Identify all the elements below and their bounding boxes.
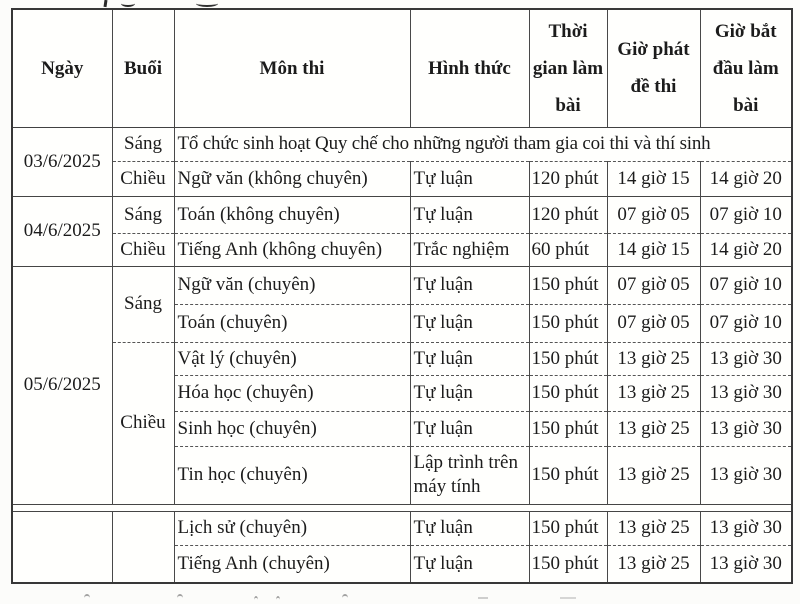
cell-start-time: 13 giờ 30	[700, 411, 792, 446]
table-row	[12, 161, 792, 196]
header-start-time: Giờ bắt đầu làm bài	[700, 9, 792, 127]
cell-handout-time: 14 giờ 15	[607, 233, 700, 266]
cell-subject: Tiếng Anh (không chuyên)	[174, 233, 410, 266]
cell-subject: Lịch sử (chuyên)	[174, 511, 410, 545]
cell-format: Trắc nghiệm	[410, 233, 529, 266]
cell-announcement: Tổ chức sinh hoạt Quy chế cho những người tham gia coi thi và thí sinh	[174, 127, 792, 161]
cell-duration: 150 phút	[529, 511, 607, 545]
table-row	[12, 127, 792, 161]
cell-format: Tự luận	[410, 304, 529, 342]
cell-date: 05/6/2025	[12, 266, 112, 504]
cell-handout-time: 13 giờ 25	[607, 411, 700, 446]
cell-format: Tự luận	[410, 266, 529, 304]
cell-subject: Tin học (chuyên)	[174, 446, 410, 504]
cell-duration: 120 phút	[529, 161, 607, 196]
cell-duration: 150 phút	[529, 411, 607, 446]
exam-schedule-table	[11, 8, 793, 584]
cell-subject: Ngữ văn (chuyên)	[174, 266, 410, 304]
cell-duration: 150 phút	[529, 342, 607, 375]
cell-duration: 150 phút	[529, 266, 607, 304]
cell-duration: 150 phút	[529, 446, 607, 504]
scan-artifact	[84, 594, 90, 602]
cell-duration: 150 phút	[529, 545, 607, 583]
table-row	[12, 196, 792, 233]
header-subject: Môn thi	[174, 9, 410, 127]
header-session: Buổi	[112, 9, 174, 127]
cell-session: Sáng	[112, 127, 174, 161]
cell-handout-time: 07 giờ 05	[607, 266, 700, 304]
header-format: Hình thức	[410, 9, 529, 127]
table-row	[12, 342, 792, 375]
scan-artifact	[196, 0, 218, 7]
cell-session-empty	[112, 511, 174, 583]
cell-subject: Vật lý (chuyên)	[174, 342, 410, 375]
scan-artifact	[342, 594, 348, 602]
cell-handout-time: 13 giờ 25	[607, 545, 700, 583]
cell-session: Sáng	[112, 196, 174, 233]
cell-subject: Toán (chuyên)	[174, 304, 410, 342]
scan-artifact	[478, 597, 488, 602]
table-gap-row	[12, 504, 792, 511]
cell-start-time: 14 giờ 20	[700, 233, 792, 266]
cell-handout-time: 13 giờ 25	[607, 511, 700, 545]
cell-start-time: 13 giờ 30	[700, 375, 792, 411]
scan-artifact	[121, 0, 135, 7]
cell-start-time: 07 giờ 10	[700, 304, 792, 342]
cell-handout-time: 07 giờ 05	[607, 304, 700, 342]
table-row	[12, 233, 792, 266]
cell-duration: 60 phút	[529, 233, 607, 266]
table-row	[12, 511, 792, 545]
cell-date: 04/6/2025	[12, 196, 112, 266]
cell-format: Tự luận	[410, 375, 529, 411]
cell-date: 03/6/2025	[12, 127, 112, 196]
cell-subject: Sinh học (chuyên)	[174, 411, 410, 446]
table-row	[12, 266, 792, 304]
cell-handout-time: 13 giờ 25	[607, 446, 700, 504]
scan-artifact	[177, 594, 183, 602]
scanned-exam-schedule	[11, 8, 793, 584]
cell-start-time: 14 giờ 20	[700, 161, 792, 196]
cell-session: Chiều	[112, 161, 174, 196]
header-handout-time: Giờ phát đề thi	[607, 9, 700, 127]
cell-format: Tự luận	[410, 545, 529, 583]
cell-format: Tự luận	[410, 161, 529, 196]
cell-handout-time: 14 giờ 15	[607, 161, 700, 196]
cell-start-time: 07 giờ 10	[700, 196, 792, 233]
cell-session: Chiều	[112, 233, 174, 266]
cell-handout-time: 07 giờ 05	[607, 196, 700, 233]
cell-start-time: 07 giờ 10	[700, 266, 792, 304]
scan-artifact	[560, 597, 576, 602]
cell-format: Lập trình trên máy tính	[410, 446, 529, 504]
cell-start-time: 13 giờ 30	[700, 545, 792, 583]
cell-duration: 120 phút	[529, 196, 607, 233]
header-date: Ngày	[12, 9, 112, 127]
cell-start-time: 13 giờ 30	[700, 511, 792, 545]
header-duration: Thời gian làm bài	[529, 9, 607, 127]
cell-date-empty	[12, 511, 112, 583]
scan-artifact	[104, 0, 108, 7]
cell-format: Tự luận	[410, 411, 529, 446]
cell-session: Sáng	[112, 266, 174, 342]
cell-handout-time: 13 giờ 25	[607, 375, 700, 411]
cell-start-time: 13 giờ 30	[700, 342, 792, 375]
cell-subject: Toán (không chuyên)	[174, 196, 410, 233]
cell-subject: Ngữ văn (không chuyên)	[174, 161, 410, 196]
cell-format: Tự luận	[410, 196, 529, 233]
cell-duration: 150 phút	[529, 304, 607, 342]
cell-format: Tự luận	[410, 511, 529, 545]
header-row	[12, 9, 792, 127]
cell-format: Tự luận	[410, 342, 529, 375]
cell-subject: Hóa học (chuyên)	[174, 375, 410, 411]
cell-start-time: 13 giờ 30	[700, 446, 792, 504]
cell-session: Chiều	[112, 342, 174, 504]
cell-duration: 150 phút	[529, 375, 607, 411]
cell-subject: Tiếng Anh (chuyên)	[174, 545, 410, 583]
cell-handout-time: 13 giờ 25	[607, 342, 700, 375]
